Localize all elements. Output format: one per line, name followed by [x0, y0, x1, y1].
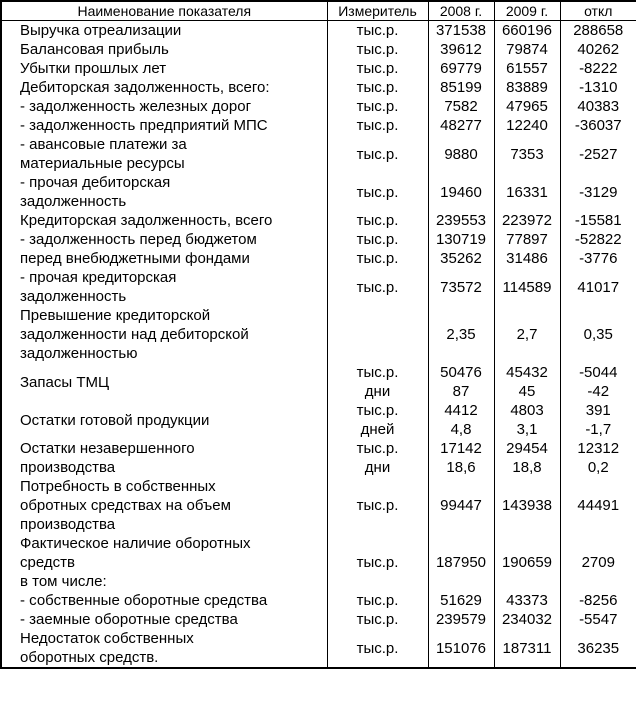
row-name: - задолженность предприятий МПС [1, 116, 327, 135]
header-2009: 2009 г. [494, 1, 560, 21]
table-row [1, 40, 636, 59]
row-deviation: 41017 [560, 268, 636, 306]
row-value-2008: 35262 [428, 249, 494, 268]
row-unit: тыс.р. [327, 173, 428, 211]
row-name: - задолженность железных дорог [1, 97, 327, 116]
row-value-2009: 114589 [494, 268, 560, 306]
row-unit: тыс.р. [327, 116, 428, 135]
row-name: Кредиторская задолженность, всего [1, 211, 327, 230]
row-deviation: -8256 [560, 591, 636, 610]
row-name: - собственные оборотные средства [1, 591, 327, 610]
row-deviation: 44491 [560, 477, 636, 534]
row-value-2009: 83889 [494, 78, 560, 97]
row-deviation: 40262 [560, 40, 636, 59]
row-deviation: -5547 [560, 610, 636, 629]
row-deviation: 40383 [560, 97, 636, 116]
row-name: Превышение кредиторской задолженности над дебиторской задолженностью [1, 306, 327, 363]
header-name: Наименование показателя [1, 1, 327, 21]
row-value-2009: 143938 [494, 477, 560, 534]
row-value-2008: 73572 [428, 268, 494, 306]
row-value-2008: 7582 [428, 97, 494, 116]
row-deviation: -3776 [560, 249, 636, 268]
table-row [1, 268, 636, 306]
row-value-2008: 85199 [428, 78, 494, 97]
row-name: Убытки прошлых лет [1, 59, 327, 78]
row-value-2008: 48277 [428, 116, 494, 135]
row-value-2009: 31486 [494, 249, 560, 268]
row-unit: тыс.р. [327, 40, 428, 59]
row-name: Остатки готовой продукции [1, 401, 327, 439]
row-deviation: -52822 [560, 230, 636, 249]
table-row [1, 97, 636, 116]
row-deviation: -1310 [560, 78, 636, 97]
table-row [1, 59, 636, 78]
row-value-2008: 239553 [428, 211, 494, 230]
row-name: - авансовые платежи за материальные ресурсы [1, 135, 327, 173]
row-value-2008: 130719 [428, 230, 494, 249]
row-unit: тыс.р. [327, 591, 428, 610]
row-deviation: 391 -1,7 [560, 401, 636, 439]
row-value-2009: 61557 [494, 59, 560, 78]
table-row [1, 21, 636, 41]
row-name: перед внебюджетными фондами [1, 249, 327, 268]
row-name: Дебиторская задолженность, всего: [1, 78, 327, 97]
row-value-2008: 2,35 [428, 306, 494, 363]
table-row [1, 78, 636, 97]
row-value-2009: 29454 18,8 [494, 439, 560, 477]
row-value-2008: 9880 [428, 135, 494, 173]
row-value-2008: 187950 [428, 534, 494, 591]
row-name: Балансовая прибыль [1, 40, 327, 59]
table-row [1, 610, 636, 629]
row-name: Выручка отреализации [1, 21, 327, 41]
row-unit: тыс.р. [327, 97, 428, 116]
row-name: Недостаток собственных оборотных средств. [1, 629, 327, 668]
row-value-2009: 16331 [494, 173, 560, 211]
row-deviation: -2527 [560, 135, 636, 173]
row-name: Остатки незавершенного производства [1, 439, 327, 477]
table-row [1, 135, 636, 173]
row-value-2009: 43373 [494, 591, 560, 610]
row-deviation: 12312 0,2 [560, 439, 636, 477]
header-2008: 2008 г. [428, 1, 494, 21]
row-value-2009: 12240 [494, 116, 560, 135]
row-name: - прочая дебиторская задолженность [1, 173, 327, 211]
row-value-2008: 50476 87 [428, 363, 494, 401]
row-name: Фактическое наличие оборотных средств в том числе: [1, 534, 327, 591]
row-deviation: -36037 [560, 116, 636, 135]
row-unit: тыс.р. [327, 59, 428, 78]
row-name: - прочая кредиторская задолженность [1, 268, 327, 306]
row-unit [327, 306, 428, 363]
row-deviation: -8222 [560, 59, 636, 78]
row-deviation: 288658 [560, 21, 636, 41]
table-row [1, 116, 636, 135]
row-value-2008: 17142 18,6 [428, 439, 494, 477]
row-value-2009: 7353 [494, 135, 560, 173]
row-value-2009: 2,7 [494, 306, 560, 363]
row-value-2008: 4412 4,8 [428, 401, 494, 439]
row-unit: тыс.р. [327, 534, 428, 591]
row-unit: тыс.р. дни [327, 363, 428, 401]
row-unit: тыс.р. [327, 230, 428, 249]
row-value-2009: 187311 [494, 629, 560, 668]
row-unit: тыс.р. [327, 610, 428, 629]
row-deviation: 2709 [560, 534, 636, 591]
row-unit: тыс.р. [327, 211, 428, 230]
row-value-2009: 223972 [494, 211, 560, 230]
table-row [1, 173, 636, 211]
table-body [1, 21, 636, 669]
row-value-2008: 151076 [428, 629, 494, 668]
row-value-2008: 239579 [428, 610, 494, 629]
table-row [1, 477, 636, 534]
row-value-2009: 660196 [494, 21, 560, 41]
table-row [1, 363, 636, 401]
row-value-2009: 190659 [494, 534, 560, 591]
table-row [1, 534, 636, 591]
header-row [1, 1, 636, 21]
row-deviation: -3129 [560, 173, 636, 211]
row-value-2009: 47965 [494, 97, 560, 116]
header-deviation: откл [560, 1, 636, 21]
row-value-2008: 39612 [428, 40, 494, 59]
row-deviation: -5044 -42 [560, 363, 636, 401]
table-row [1, 591, 636, 610]
row-unit: тыс.р. [327, 21, 428, 41]
row-value-2009: 4803 3,1 [494, 401, 560, 439]
row-value-2009: 77897 [494, 230, 560, 249]
row-unit: тыс.р. дни [327, 439, 428, 477]
row-unit: тыс.р. дней [327, 401, 428, 439]
row-value-2008: 69779 [428, 59, 494, 78]
table-row [1, 230, 636, 249]
table-row [1, 306, 636, 363]
table-row [1, 439, 636, 477]
row-value-2008: 99447 [428, 477, 494, 534]
row-name: - задолженность перед бюджетом [1, 230, 327, 249]
row-value-2009: 45432 45 [494, 363, 560, 401]
table-row [1, 629, 636, 668]
row-unit: тыс.р. [327, 135, 428, 173]
row-unit: тыс.р. [327, 249, 428, 268]
row-unit: тыс.р. [327, 78, 428, 97]
row-value-2008: 371538 [428, 21, 494, 41]
row-name: Потребность в собственных обротных средствах на объем производства [1, 477, 327, 534]
row-name: - заемные оборотные средства [1, 610, 327, 629]
table-row [1, 401, 636, 439]
row-unit: тыс.р. [327, 629, 428, 668]
header-unit: Измеритель [327, 1, 428, 21]
row-deviation: 36235 [560, 629, 636, 668]
row-value-2009: 234032 [494, 610, 560, 629]
table-row [1, 211, 636, 230]
row-deviation: -15581 [560, 211, 636, 230]
row-unit: тыс.р. [327, 268, 428, 306]
row-unit: тыс.р. [327, 477, 428, 534]
row-deviation: 0,35 [560, 306, 636, 363]
row-value-2008: 51629 [428, 591, 494, 610]
row-name: Запасы ТМЦ [1, 363, 327, 401]
table-row [1, 249, 636, 268]
row-value-2009: 79874 [494, 40, 560, 59]
row-value-2008: 19460 [428, 173, 494, 211]
